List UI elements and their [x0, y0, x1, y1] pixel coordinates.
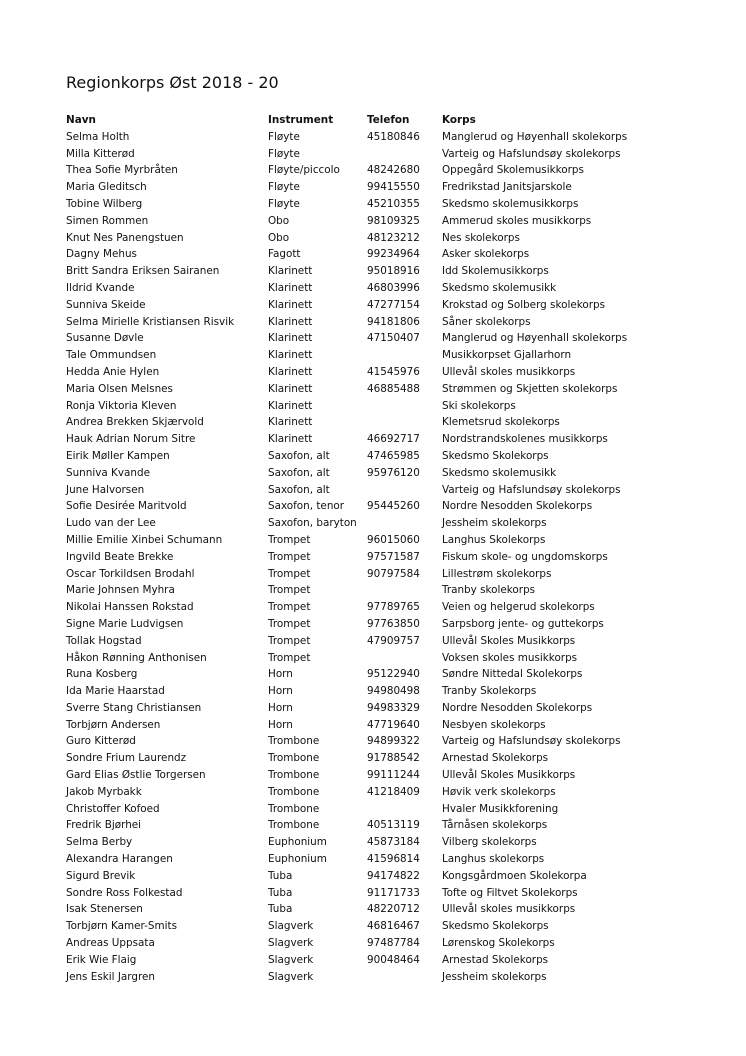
- table-row: [66, 532, 686, 549]
- cell-name: Fredrik Bjørhei: [66, 819, 142, 832]
- table-row: [66, 515, 686, 532]
- cell-name: Sunniva Kvande: [66, 466, 150, 479]
- cell-name: Guro Kitterød: [66, 735, 136, 748]
- cell-korps: Voksen skoles musikkorps: [442, 651, 578, 664]
- table-row: [66, 431, 686, 448]
- cell-name: Thea Sofie Myrbråten: [66, 164, 178, 177]
- cell-instrument: Tuba: [268, 903, 293, 916]
- cell-phone: [367, 146, 442, 163]
- cell-instrument: Fløyte: [268, 181, 300, 194]
- cell-korps: Kongsgårdmoen Skolekorpa: [442, 869, 587, 882]
- cell-instrument: Horn: [268, 718, 293, 731]
- cell-instrument: Fløyte: [268, 147, 300, 160]
- cell-phone: 47150407: [367, 332, 420, 345]
- table-row: [66, 448, 686, 465]
- cell-korps: Klemetsrud skolekorps: [442, 416, 560, 429]
- table-row: [66, 918, 686, 935]
- cell-korps: Idd Skolemusikkorps: [442, 265, 549, 278]
- cell-korps: Jessheim skolekorps: [442, 517, 547, 530]
- cell-instrument: Euphonium: [268, 853, 327, 866]
- cell-name: Selma Berby: [66, 836, 133, 849]
- cell-korps: Langhus skolekorps: [442, 853, 545, 866]
- document-title: Regionkorps Øst 2018 - 20: [66, 73, 279, 92]
- cell-instrument: Slagverk: [268, 920, 314, 933]
- cell-phone: 97763850: [367, 617, 420, 630]
- table-row: [66, 582, 686, 599]
- cell-phone: 99415550: [367, 181, 420, 194]
- cell-name: Nikolai Hanssen Rokstad: [66, 601, 194, 614]
- table-row: [66, 330, 686, 347]
- table-row: [66, 297, 686, 314]
- cell-instrument: Klarinett: [268, 416, 313, 429]
- cell-instrument: Slagverk: [268, 937, 314, 950]
- cell-phone: 45180846: [367, 130, 420, 143]
- table-row: [66, 851, 686, 868]
- cell-instrument: Klarinett: [268, 315, 313, 328]
- cell-phone: 46692717: [367, 433, 420, 446]
- cell-instrument: Slagverk: [268, 970, 314, 983]
- cell-korps: Nesbyen skolekorps: [442, 718, 546, 731]
- cell-korps: Ullevål Skoles Musikkorps: [442, 769, 576, 782]
- cell-name: Alexandra Harangen: [66, 853, 173, 866]
- cell-korps: Varteig og Hafslundsøy skolekorps: [442, 483, 621, 496]
- table-row: [66, 935, 686, 952]
- cell-instrument: Klarinett: [268, 349, 313, 362]
- cell-korps: Fiskum skole- og ungdomskorps: [442, 550, 608, 563]
- table-row: [66, 750, 686, 767]
- cell-instrument: Trombone: [268, 769, 320, 782]
- table-row: [66, 230, 686, 247]
- cell-phone: 40513119: [367, 819, 420, 832]
- cell-korps: Skedsmo skolemusikkorps: [442, 197, 579, 210]
- cell-instrument: Klarinett: [268, 265, 313, 278]
- cell-phone: 97487784: [367, 937, 420, 950]
- table-row: [66, 952, 686, 969]
- table-row: [66, 364, 686, 381]
- cell-instrument: Obo: [268, 214, 290, 227]
- cell-korps: Lillestrøm skolekorps: [442, 567, 552, 580]
- cell-name: Ildrid Kvande: [66, 281, 135, 294]
- table-row: [66, 280, 686, 297]
- table-row: [66, 381, 686, 398]
- table-row: [66, 179, 686, 196]
- cell-phone: 45210355: [367, 197, 420, 210]
- cell-instrument: Trombone: [268, 819, 320, 832]
- table-row: [66, 700, 686, 717]
- table-row: [66, 901, 686, 918]
- table-row: [66, 969, 686, 986]
- cell-phone: 98109325: [367, 214, 420, 227]
- cell-phone: 96015060: [367, 533, 420, 546]
- column-header-name: Navn: [66, 114, 96, 126]
- cell-korps: Krokstad og Solberg skolekorps: [442, 298, 606, 311]
- cell-phone: [367, 398, 442, 415]
- cell-name: Runa Kosberg: [66, 668, 138, 681]
- cell-name: Tollak Hogstad: [66, 634, 142, 647]
- cell-instrument: Trompet: [268, 617, 311, 630]
- cell-phone: 41545976: [367, 365, 420, 378]
- cell-phone: 95445260: [367, 500, 420, 513]
- cell-phone: [367, 801, 442, 818]
- cell-instrument: Horn: [268, 668, 293, 681]
- cell-korps: Oppegård Skolemusikkorps: [442, 164, 584, 177]
- cell-phone: 97571587: [367, 550, 420, 563]
- cell-phone: 45873184: [367, 836, 420, 849]
- cell-phone: [367, 969, 442, 986]
- cell-name: Signe Marie Ludvigsen: [66, 617, 184, 630]
- table-row: [66, 465, 686, 482]
- table-row: [66, 683, 686, 700]
- cell-korps: Arnestad Skolekorps: [442, 953, 549, 966]
- cell-name: Sunniva Skeide: [66, 298, 146, 311]
- cell-phone: 94899322: [367, 735, 420, 748]
- cell-phone: 90797584: [367, 567, 420, 580]
- cell-phone: 48220712: [367, 903, 420, 916]
- cell-korps: Skedsmo Skolekorps: [442, 449, 549, 462]
- cell-name: Isak Stenersen: [66, 903, 143, 916]
- cell-phone: [367, 650, 442, 667]
- cell-instrument: Klarinett: [268, 433, 313, 446]
- column-header-instrument: Instrument: [268, 114, 334, 126]
- cell-phone: [367, 482, 442, 499]
- cell-instrument: Trombone: [268, 802, 320, 815]
- cell-korps: Asker skolekorps: [442, 248, 530, 261]
- member-table: [66, 112, 686, 985]
- cell-instrument: Trompet: [268, 567, 311, 580]
- table-row: [66, 633, 686, 650]
- cell-instrument: Klarinett: [268, 298, 313, 311]
- table-row: [66, 650, 686, 667]
- cell-korps: Tårnåsen skolekorps: [442, 819, 548, 832]
- cell-instrument: Trompet: [268, 651, 311, 664]
- table-row: [66, 263, 686, 280]
- cell-korps: Skedsmo skolemusikk: [442, 466, 557, 479]
- table-row: [66, 566, 686, 583]
- cell-name: Tale Ommundsen: [66, 349, 157, 362]
- cell-instrument: Trompet: [268, 533, 311, 546]
- cell-phone: 91788542: [367, 752, 420, 765]
- table-row: [66, 834, 686, 851]
- cell-name: Sverre Stang Christiansen: [66, 701, 202, 714]
- cell-name: Sondre Frium Laurendz: [66, 752, 187, 765]
- cell-name: Ida Marie Haarstad: [66, 685, 165, 698]
- cell-korps: Arnestad Skolekorps: [442, 752, 549, 765]
- cell-name: Jakob Myrbakk: [66, 785, 142, 798]
- cell-instrument: Trompet: [268, 584, 311, 597]
- cell-name: Selma Holth: [66, 130, 130, 143]
- table-row: [66, 767, 686, 784]
- cell-instrument: Fløyte: [268, 197, 300, 210]
- cell-name: Sondre Ross Folkestad: [66, 886, 183, 899]
- cell-name: Erik Wie Flaig: [66, 953, 137, 966]
- cell-instrument: Klarinett: [268, 399, 313, 412]
- cell-name: Marie Johnsen Myhra: [66, 584, 175, 597]
- cell-name: Sigurd Brevik: [66, 869, 136, 882]
- table-row: [66, 549, 686, 566]
- cell-name: Ronja Viktoria Kleven: [66, 399, 177, 412]
- cell-instrument: Fløyte/piccolo: [268, 164, 340, 177]
- cell-korps: Skedsmo Skolekorps: [442, 920, 549, 933]
- cell-instrument: Trombone: [268, 752, 320, 765]
- table-row: [66, 146, 686, 163]
- cell-instrument: Fagott: [268, 248, 301, 261]
- cell-korps: Tofte og Filtvet Skolekorps: [442, 886, 578, 899]
- cell-name: Dagny Mehus: [66, 248, 137, 261]
- cell-name: Milla Kitterød: [66, 147, 135, 160]
- cell-instrument: Klarinett: [268, 382, 313, 395]
- cell-korps: Ammerud skoles musikkorps: [442, 214, 592, 227]
- cell-instrument: Obo: [268, 231, 290, 244]
- cell-korps: Høvik verk skolekorps: [442, 785, 556, 798]
- cell-phone: 97789765: [367, 601, 420, 614]
- cell-instrument: Tuba: [268, 869, 293, 882]
- cell-korps: Fredrikstad Janitsjarskole: [442, 181, 572, 194]
- cell-korps: Hvaler Musikkforening: [442, 802, 559, 815]
- cell-phone: 41218409: [367, 785, 420, 798]
- cell-phone: 47909757: [367, 634, 420, 647]
- cell-phone: 47465985: [367, 449, 420, 462]
- cell-phone: 95018916: [367, 265, 420, 278]
- table-row: [66, 666, 686, 683]
- table-row: [66, 885, 686, 902]
- cell-name: Andrea Brekken Skjærvold: [66, 416, 204, 429]
- cell-name: Tobine Wilberg: [66, 197, 143, 210]
- cell-korps: Varteig og Hafslundsøy skolekorps: [442, 735, 621, 748]
- table-row: [66, 498, 686, 515]
- cell-korps: Ullevål skoles musikkorps: [442, 365, 576, 378]
- cell-korps: Skedsmo skolemusikk: [442, 281, 557, 294]
- table-row: [66, 246, 686, 263]
- cell-instrument: Fløyte: [268, 130, 300, 143]
- cell-instrument: Klarinett: [268, 332, 313, 345]
- table-row: [66, 599, 686, 616]
- cell-instrument: Trompet: [268, 601, 311, 614]
- table-body: [66, 129, 686, 986]
- cell-korps: Tranby skolekorps: [442, 584, 536, 597]
- table-row: [66, 398, 686, 415]
- cell-phone: 99234964: [367, 248, 420, 261]
- cell-name: Maria Gleditsch: [66, 181, 147, 194]
- table-row: [66, 347, 686, 364]
- table-row: [66, 314, 686, 331]
- cell-name: Torbjørn Kamer-Smits: [66, 920, 177, 933]
- cell-phone: 99111244: [367, 769, 420, 782]
- cell-name: Susanne Døvle: [66, 332, 144, 345]
- cell-name: Hedda Anie Hylen: [66, 365, 160, 378]
- cell-name: Simen Rommen: [66, 214, 149, 227]
- table-row: [66, 868, 686, 885]
- table-row: [66, 733, 686, 750]
- table-row: [66, 616, 686, 633]
- cell-phone: 46816467: [367, 920, 420, 933]
- cell-korps: Varteig og Hafslundsøy skolekorps: [442, 147, 621, 160]
- cell-phone: 90048464: [367, 953, 420, 966]
- cell-phone: [367, 414, 442, 431]
- cell-phone: 46803996: [367, 281, 420, 294]
- cell-name: Andreas Uppsata: [66, 937, 155, 950]
- cell-instrument: Klarinett: [268, 365, 313, 378]
- cell-phone: 94174822: [367, 869, 420, 882]
- cell-name: Hauk Adrian Norum Sitre: [66, 433, 196, 446]
- cell-phone: 94181806: [367, 315, 420, 328]
- cell-name: Gard Elias Østlie Torgersen: [66, 769, 206, 782]
- table-row: [66, 162, 686, 179]
- cell-korps: Nes skolekorps: [442, 231, 520, 244]
- cell-korps: Søndre Nittedal Skolekorps: [442, 668, 583, 681]
- cell-instrument: Saxofon, alt: [268, 449, 330, 462]
- cell-korps: Veien og helgerud skolekorps: [442, 601, 595, 614]
- cell-name: Ludo van der Lee: [66, 517, 156, 530]
- cell-phone: 95122940: [367, 668, 420, 681]
- cell-phone: [367, 347, 442, 364]
- column-header-phone: Telefon: [367, 114, 410, 126]
- column-header-korps: Korps: [442, 114, 476, 126]
- cell-phone: 48123212: [367, 231, 420, 244]
- cell-instrument: Euphonium: [268, 836, 327, 849]
- cell-instrument: Trompet: [268, 634, 311, 647]
- cell-instrument: Trompet: [268, 550, 311, 563]
- cell-korps: Manglerud og Høyenhall skolekorps: [442, 130, 628, 143]
- cell-phone: 95976120: [367, 466, 420, 479]
- cell-name: Millie Emilie Xinbei Schumann: [66, 533, 223, 546]
- cell-instrument: Klarinett: [268, 281, 313, 294]
- cell-korps: Jessheim skolekorps: [442, 970, 547, 983]
- cell-name: Selma Mirielle Kristiansen Risvik: [66, 315, 235, 328]
- cell-korps: Lørenskog Skolekorps: [442, 937, 555, 950]
- cell-phone: [367, 515, 442, 532]
- table-row: [66, 482, 686, 499]
- cell-name: Håkon Rønning Anthonisen: [66, 651, 207, 664]
- cell-phone: 94980498: [367, 685, 420, 698]
- cell-name: Ingvild Beate Brekke: [66, 550, 174, 563]
- cell-phone: [367, 582, 442, 599]
- cell-name: Christoffer Kofoed: [66, 802, 160, 815]
- cell-phone: 46885488: [367, 382, 420, 395]
- table-row: [66, 196, 686, 213]
- table-row: [66, 414, 686, 431]
- table-row: [66, 784, 686, 801]
- cell-phone: 94983329: [367, 701, 420, 714]
- cell-korps: Strømmen og Skjetten skolekorps: [442, 382, 618, 395]
- cell-name: June Halvorsen: [66, 483, 145, 496]
- table-row: [66, 817, 686, 834]
- cell-instrument: Tuba: [268, 886, 293, 899]
- cell-instrument: Slagverk: [268, 953, 314, 966]
- header-row: [66, 112, 686, 129]
- table-header: [66, 112, 686, 129]
- cell-name: Jens Eskil Jargren: [66, 970, 155, 983]
- cell-instrument: Saxofon, alt: [268, 466, 330, 479]
- cell-phone: 47277154: [367, 298, 420, 311]
- cell-phone: 48242680: [367, 164, 420, 177]
- cell-korps: Nordre Nesodden Skolekorps: [442, 701, 593, 714]
- cell-korps: Ullevål skoles musikkorps: [442, 903, 576, 916]
- cell-phone: 41596814: [367, 853, 420, 866]
- cell-korps: Nordstrandskolenes musikkorps: [442, 433, 608, 446]
- table-row: [66, 213, 686, 230]
- cell-instrument: Saxofon, alt: [268, 483, 330, 496]
- cell-korps: Musikkorpset Gjallarhorn: [442, 349, 572, 362]
- cell-korps: Tranby Skolekorps: [442, 685, 537, 698]
- cell-korps: Ski skolekorps: [442, 399, 516, 412]
- table-row: [66, 801, 686, 818]
- cell-name: Eirik Møller Kampen: [66, 449, 170, 462]
- table-row: [66, 129, 686, 146]
- cell-instrument: Horn: [268, 701, 293, 714]
- cell-name: Knut Nes Panengstuen: [66, 231, 184, 244]
- cell-name: Torbjørn Andersen: [66, 718, 161, 731]
- cell-korps: Langhus Skolekorps: [442, 533, 546, 546]
- cell-name: Maria Olsen Melsnes: [66, 382, 173, 395]
- cell-instrument: Trombone: [268, 785, 320, 798]
- cell-korps: Manglerud og Høyenhall skolekorps: [442, 332, 628, 345]
- cell-name: Oscar Torkildsen Brodahl: [66, 567, 195, 580]
- cell-korps: Ullevål Skoles Musikkorps: [442, 634, 576, 647]
- cell-phone: 47719640: [367, 718, 420, 731]
- cell-name: Sofie Desirée Maritvold: [66, 500, 187, 513]
- table-row: [66, 717, 686, 734]
- cell-phone: 91171733: [367, 886, 420, 899]
- cell-korps: Sarpsborg jente- og guttekorps: [442, 617, 604, 630]
- cell-instrument: Trombone: [268, 735, 320, 748]
- cell-korps: Nordre Nesodden Skolekorps: [442, 500, 593, 513]
- cell-korps: Vilberg skolekorps: [442, 836, 537, 849]
- cell-instrument: Horn: [268, 685, 293, 698]
- cell-instrument: Saxofon, baryton: [268, 517, 357, 530]
- cell-korps: Såner skolekorps: [442, 315, 531, 328]
- cell-name: Britt Sandra Eriksen Sairanen: [66, 265, 220, 278]
- cell-instrument: Saxofon, tenor: [268, 500, 345, 513]
